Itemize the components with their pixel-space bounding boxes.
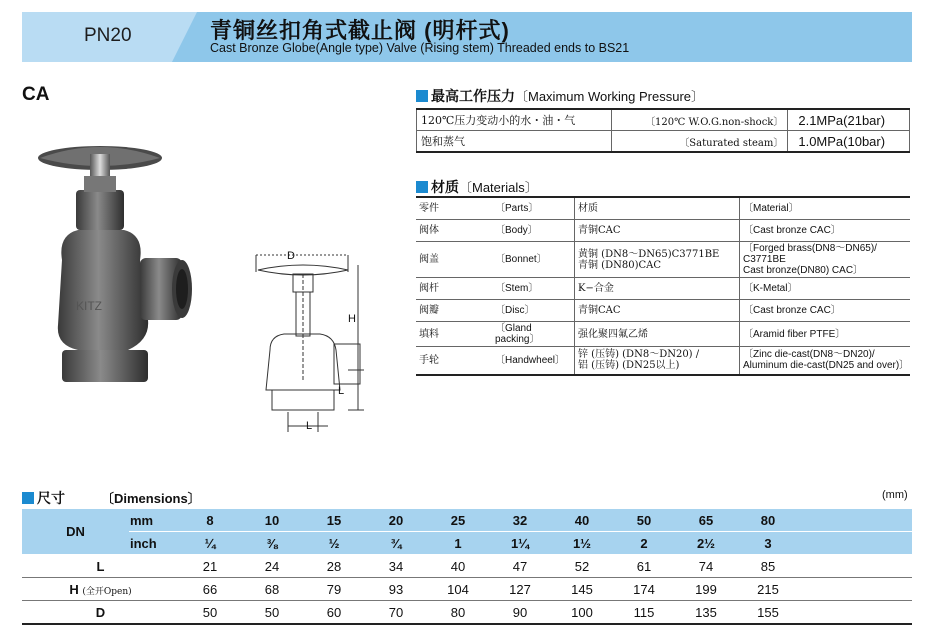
table-cell: 〔Stem〕 [492, 278, 575, 300]
dn-label: DN [22, 509, 129, 555]
table-cell: 25 [427, 509, 489, 532]
table-cell: 青铜CAC [575, 300, 740, 322]
table-cell: 68 [241, 578, 303, 601]
table-cell: D [22, 601, 179, 625]
table-cell: 1 [427, 532, 489, 555]
dimension-drawing [248, 240, 368, 440]
square-bullet-icon [416, 181, 428, 193]
table-cell: 强化聚四氟乙烯 [575, 322, 740, 347]
dim-l-bottom-label: L [306, 420, 313, 432]
table-cell: 60 [303, 601, 365, 625]
table-row [417, 109, 910, 131]
table-cell: 饱和蒸气 [417, 131, 612, 153]
svg-text:KITZ: KITZ [76, 299, 102, 313]
table-header-row [22, 509, 912, 532]
table-cell: 〔Cast bronze CAC〕 [740, 220, 911, 242]
table-row [416, 322, 910, 347]
materials-section-title: 材质〔Materials〕 [416, 177, 538, 197]
table-header-row [22, 532, 912, 555]
table-cell: 65 [675, 509, 737, 532]
table-cell [799, 601, 912, 625]
title-english: Cast Bronze Globe(Angle type) Valve (Rising stem) Threaded ends to BS21 [210, 41, 630, 55]
table-cell: 50 [179, 601, 241, 625]
table-cell: 填料 [416, 322, 492, 347]
square-bullet-icon [22, 492, 34, 504]
table-cell: 材质 [575, 197, 740, 220]
table-cell: 145 [551, 578, 613, 601]
pressure-section-title: 最高工作压力〔Maximum Working Pressure〕 [416, 86, 704, 106]
table-cell [799, 532, 912, 555]
table-cell: 40 [427, 555, 489, 578]
series-label: PN20 [84, 25, 132, 46]
table-cell: 2 [613, 532, 675, 555]
table-cell: 32 [489, 509, 551, 532]
table-cell: 66 [179, 578, 241, 601]
table-cell: 2.1MPa(21bar) [788, 109, 910, 131]
table-row [416, 278, 910, 300]
table-row [416, 242, 910, 278]
table-cell: L [22, 555, 179, 578]
table-cell: 〔Body〕 [492, 220, 575, 242]
table-row [416, 300, 910, 322]
table-cell: 〔Forged brass(DN8～DN65)/ C3771BE Cast bronze(DN80) CAC〕 [740, 242, 911, 278]
materials-table [416, 196, 910, 376]
table-cell: ½ [303, 532, 365, 555]
table-cell: 青铜CAC [575, 220, 740, 242]
table-cell: 〔120℃ W.O.G.non-shock〕 [612, 109, 788, 131]
square-bullet-icon [416, 90, 428, 102]
table-cell: 15 [303, 509, 365, 532]
table-cell: 74 [675, 555, 737, 578]
table-cell: 127 [489, 578, 551, 601]
table-cell: 〔Cast bronze CAC〕 [740, 300, 911, 322]
table-row [416, 347, 910, 375]
table-cell: 〔K-Metal〕 [740, 278, 911, 300]
table-cell: 3 [737, 532, 799, 555]
table-cell: 70 [365, 601, 427, 625]
table-cell: 24 [241, 555, 303, 578]
table-cell: 8 [179, 509, 241, 532]
table-cell: 52 [551, 555, 613, 578]
dim-h-label: H [348, 313, 356, 325]
pressure-table [416, 108, 910, 153]
dim-l-side-label: L [338, 385, 345, 397]
unit-note: (mm) [882, 489, 908, 501]
table-cell: 174 [613, 578, 675, 601]
model-code: CA [22, 84, 50, 105]
table-cell: 93 [365, 578, 427, 601]
table-cell: 79 [303, 578, 365, 601]
table-cell: 34 [365, 555, 427, 578]
table-cell: ¼ [179, 532, 241, 555]
mm-label: mm [129, 509, 179, 532]
table-cell: 〔Saturated steam〕 [612, 131, 788, 153]
table-cell: 47 [489, 555, 551, 578]
dimensions-section-title: 尺寸 〔Dimensions〕 [22, 488, 201, 508]
header-banner [22, 12, 912, 62]
table-row [22, 601, 912, 625]
table-cell: 锌 (压铸) (DN8～DN20) / 铝 (压铸) (DN25以上) [575, 347, 740, 375]
table-cell: 阀杆 [416, 278, 492, 300]
table-row [22, 578, 912, 601]
table-cell: 80 [427, 601, 489, 625]
table-cell: 85 [737, 555, 799, 578]
table-cell: 21 [179, 555, 241, 578]
table-cell: 〔Bonnet〕 [492, 242, 575, 278]
dim-d-label: D [287, 250, 295, 262]
table-cell: 〔Zinc die-cast(DN8～DN20)/ Aluminum die-cast(DN25 and over)〕 [740, 347, 911, 375]
table-cell: ¾ [365, 532, 427, 555]
table-cell: 10 [241, 509, 303, 532]
table-cell: K−合金 [575, 278, 740, 300]
table-cell: 104 [427, 578, 489, 601]
table-cell: 〔Gland packing〕 [492, 322, 575, 347]
table-cell: 50 [613, 509, 675, 532]
table-cell: 115 [613, 601, 675, 625]
inch-label: inch [129, 532, 179, 555]
table-cell: 〔Disc〕 [492, 300, 575, 322]
table-cell: 黄铜 (DN8～DN65)C3771BE 青铜 (DN80)CAC [575, 242, 740, 278]
table-cell: 28 [303, 555, 365, 578]
table-row [22, 555, 912, 578]
table-cell: 100 [551, 601, 613, 625]
table-cell: 90 [489, 601, 551, 625]
table-cell: 〔Handwheel〕 [492, 347, 575, 375]
table-cell [799, 555, 912, 578]
table-cell: H (全开Open) [22, 578, 179, 601]
table-cell: 135 [675, 601, 737, 625]
table-cell: 〔Aramid fiber PTFE〕 [740, 322, 911, 347]
table-row [416, 220, 910, 242]
table-cell: 〔Parts〕 [492, 197, 575, 220]
table-header-row [416, 197, 910, 220]
table-cell: 61 [613, 555, 675, 578]
table-cell: 215 [737, 578, 799, 601]
table-cell [799, 509, 912, 532]
table-cell: 阀瓣 [416, 300, 492, 322]
table-cell: 1½ [551, 532, 613, 555]
valve-photo [28, 140, 208, 400]
table-cell: ⅜ [241, 532, 303, 555]
title-chinese: 青铜丝扣角式截止阀 (明杆式) [210, 18, 510, 43]
table-cell: 1¼ [489, 532, 551, 555]
table-cell: 零件 [416, 197, 492, 220]
table-cell [799, 578, 912, 601]
table-cell: 1.0MPa(10bar) [788, 131, 910, 153]
table-cell: 155 [737, 601, 799, 625]
dimensions-table [22, 509, 912, 625]
table-cell: 50 [241, 601, 303, 625]
table-cell: 〔Material〕 [740, 197, 911, 220]
table-cell: 40 [551, 509, 613, 532]
table-cell: 120℃压力变动小的水・油・气 [417, 109, 612, 131]
table-cell: 2½ [675, 532, 737, 555]
table-cell: 手轮 [416, 347, 492, 375]
table-cell: 20 [365, 509, 427, 532]
table-cell: 阀体 [416, 220, 492, 242]
table-row [417, 131, 910, 153]
table-cell: 199 [675, 578, 737, 601]
table-cell: 阀盖 [416, 242, 492, 278]
table-cell: 80 [737, 509, 799, 532]
